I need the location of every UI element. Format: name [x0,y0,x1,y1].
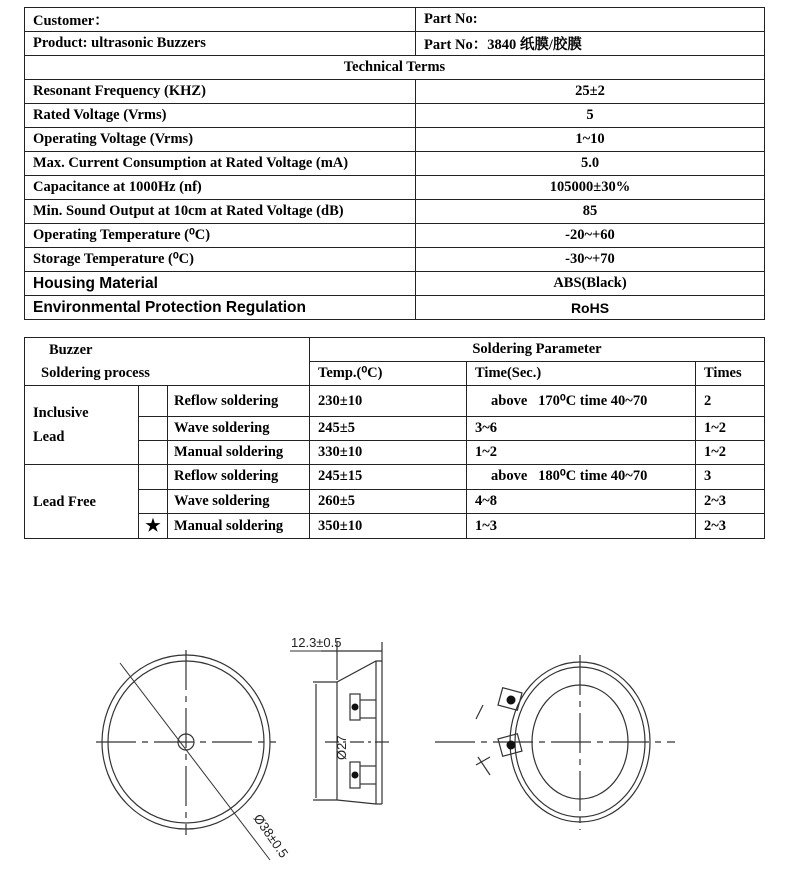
mark-cell [139,489,168,514]
spec-value: 25±2 [416,80,765,104]
spec-name: Max. Current Consumption at Rated Voltage (mA) [25,152,416,176]
spec-value: 5 [416,104,765,128]
customer-row [25,8,765,32]
temp-value: 230±10 [310,386,467,417]
spec-value: 5.0 [416,152,765,176]
spec-value: 85 [416,200,765,224]
times-value: 3 [696,465,765,490]
spec-row [25,200,765,224]
times-value: 2~3 [696,514,765,539]
spec-name: Capacitance at 1000Hz (nf) [25,176,416,200]
spec-value: 105000±30% [416,176,765,200]
side-view [313,642,390,804]
process-name: Reflow soldering [168,386,310,417]
spec-row [25,128,765,152]
mark-cell [139,465,168,490]
spec-row [25,80,765,104]
time-value: 1~2 [467,441,696,465]
process-name: Wave soldering [168,489,310,514]
lead-group-label [25,386,139,465]
col-times: Times [696,362,765,386]
back-view [435,655,675,830]
height-dimension: 12.3±0.5 [291,635,342,650]
spec-row [25,296,765,320]
times-value: 2~3 [696,489,765,514]
mark-cell [139,441,168,465]
soldering-row [25,386,765,417]
parameter-header: Soldering Parameter [310,338,765,362]
technical-terms-row [25,56,765,80]
part-no-value: Part No：3840 纸膜/胶膜 [416,32,765,56]
spec-row [25,176,765,200]
spec-row [25,248,765,272]
front-view [96,650,276,860]
temp-value: 330±10 [310,441,467,465]
process-header-line1: Buzzer [49,342,93,358]
temp-value: 350±10 [310,514,467,539]
spec-name: Rated Voltage (Vrms) [25,104,416,128]
time-value: above 170⁰C time 40~70 [467,386,696,417]
temp-value: 245±5 [310,417,467,441]
process-name: Manual soldering [168,441,310,465]
times-value: 1~2 [696,441,765,465]
buzzer-drawing [0,600,790,880]
spec-row [25,152,765,176]
time-value: above 180⁰C time 40~70 [467,465,696,490]
time-value: 1~3 [467,514,696,539]
spec-name: Operating Temperature (⁰C) [25,224,416,248]
soldering-table [24,337,765,539]
spec-name: Environmental Protection Regulation [25,296,416,320]
col-temp: Temp.(⁰C) [310,362,467,386]
process-header-line2: Soldering process [41,365,150,381]
product-label: Product: ultrasonic Buzzers [25,32,416,56]
spec-name: Housing Material [25,272,416,296]
times-value: 2 [696,386,765,417]
spec-value: -20~+60 [416,224,765,248]
spec-row [25,104,765,128]
part-no-label: Part No: [416,8,765,32]
technical-terms-title: Technical Terms [25,56,765,80]
customer-label: Customer： [25,8,416,32]
process-header [25,338,310,386]
spec-value: RoHS [416,296,765,320]
mark-cell [139,386,168,417]
star-icon: ★ [139,514,168,539]
process-name: Manual soldering [168,514,310,539]
lead-group-label [25,465,139,539]
spec-value: ABS(Black) [416,272,765,296]
spec-name: Resonant Frequency (KHZ) [25,80,416,104]
spec-name: Operating Voltage (Vrms) [25,128,416,152]
spec-row [25,224,765,248]
spec-table [24,7,765,320]
times-value: 1~2 [696,417,765,441]
col-time: Time(Sec.) [467,362,696,386]
temp-value: 260±5 [310,489,467,514]
outer-diameter-dimension: Ø38±0.5 [250,811,292,861]
mark-cell [139,417,168,441]
spec-value: 1~10 [416,128,765,152]
spec-row [25,272,765,296]
soldering-row [25,465,765,490]
spec-name: Min. Sound Output at 10cm at Rated Voltage (dB) [25,200,416,224]
spec-name: Storage Temperature (⁰C) [25,248,416,272]
lead-group-line2: Lead [33,429,65,445]
process-name: Reflow soldering [168,465,310,490]
temp-value: 245±15 [310,465,467,490]
spec-value: -30~+70 [416,248,765,272]
inner-diameter-dimension: Ø27 [334,735,349,760]
product-row [25,32,765,56]
lead-group-line1: Lead Free [33,493,96,510]
lead-group-line1: Inclusive [33,405,89,421]
time-value: 4~8 [467,489,696,514]
soldering-header-row [25,338,765,362]
time-value: 3~6 [467,417,696,441]
process-name: Wave soldering [168,417,310,441]
